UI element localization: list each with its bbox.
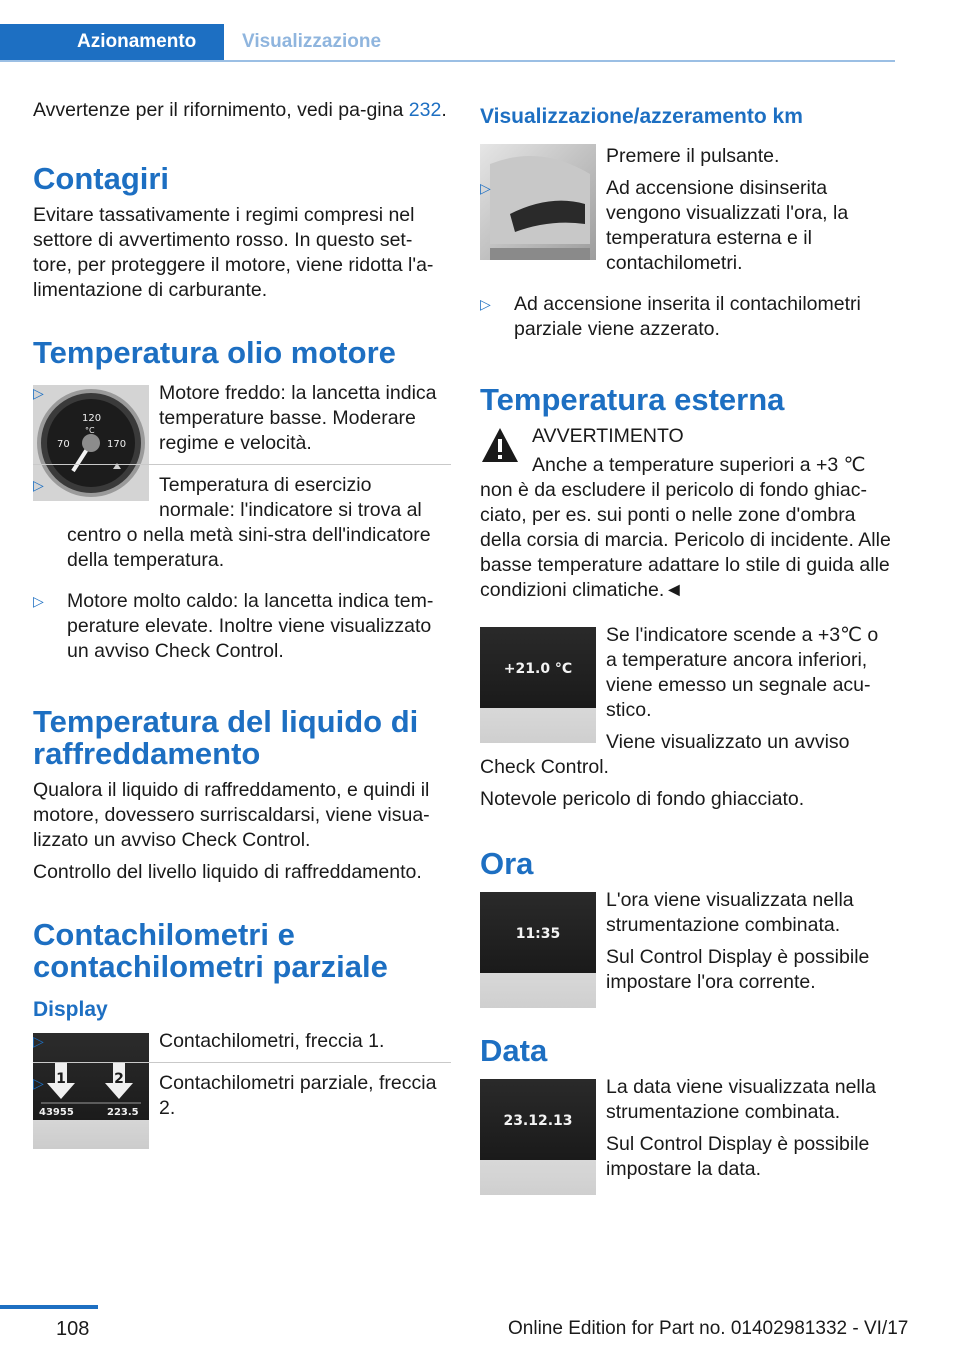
gauge-label-unit: °C xyxy=(85,426,95,435)
section-liquido xyxy=(33,706,451,885)
triangle-bullet-icon: ▷ xyxy=(480,296,491,312)
temperature-display-value: +21.0 °C xyxy=(503,661,573,677)
contagiri-text: Evitare tassativamente i regimi compresi nel settore di avvertimento rosso. In questo set-tore, per proteggere il motore, viene ridotta l'a-limentazione di carburante. xyxy=(33,204,434,301)
gauge-label-170: 170 xyxy=(107,439,127,450)
footer-accent-line xyxy=(0,1305,98,1309)
right-column xyxy=(480,104,892,1203)
data-text-2: Sul Control Display è possibile impostare la data. xyxy=(606,1133,870,1180)
azzeramento-list-full xyxy=(480,292,892,350)
contachilometri-list xyxy=(33,1029,451,1129)
olio-list xyxy=(33,381,451,581)
section-olio xyxy=(33,337,451,672)
warning-label: AVVERTIMENTO xyxy=(532,425,684,447)
temperatura-title: Temperatura esterna xyxy=(480,382,785,417)
clock-display-image xyxy=(480,892,596,1008)
tab-visualizzazione[interactable]: Visualizzazione xyxy=(242,31,382,52)
azzeramento-list xyxy=(480,176,892,284)
display-subtitle: Display xyxy=(33,998,108,1021)
header-tabs xyxy=(0,24,895,62)
list-item: ▷ Temperatura di esercizio normale: l'indicatore si trova al centro o nella metà sini-stra dell'indicatore della temperatura. xyxy=(33,474,431,571)
data-title: Data xyxy=(480,1033,548,1068)
odometer-trip: 223.5 xyxy=(107,1107,139,1118)
temperatura-text-2: Viene visualizzato un avviso Check Control. xyxy=(480,731,850,778)
clock-display-value: 11:35 xyxy=(515,926,561,942)
edition-text: Online Edition for Part no. 01402981332 - VI/17 xyxy=(508,1318,909,1339)
intro-end: . xyxy=(441,99,447,121)
triangle-bullet-icon: ▷ xyxy=(480,180,491,196)
date-display-image xyxy=(480,1079,596,1195)
azzeramento-text: Premere il pulsante. xyxy=(606,145,780,167)
list-item: ▷ Contachilometri, freccia 1. xyxy=(33,1029,451,1063)
triangle-bullet-icon: ▷ xyxy=(33,1075,44,1091)
page-number: 108 xyxy=(56,1318,90,1340)
section-contachilometri xyxy=(33,919,451,1129)
ora-title: Ora xyxy=(480,846,534,881)
section-contagiri xyxy=(33,163,451,303)
warning-triangle-icon xyxy=(480,426,520,464)
gauge-label-120: 120 xyxy=(82,413,102,424)
header-divider xyxy=(0,60,895,62)
triangle-bullet-icon: ▷ xyxy=(33,593,44,609)
data-text-1: La data viene visualizzata nella strumentazione combinata. xyxy=(606,1076,876,1123)
temperatura-text-3: Notevole pericolo di fondo ghiacciato. xyxy=(480,788,805,810)
ora-text-1: L'ora viene visualizzata nella strumentazione combinata. xyxy=(606,889,854,936)
list-item: ▷ Contachilometri parziale, freccia 2. xyxy=(33,1072,437,1119)
temperature-display-image xyxy=(480,627,596,743)
arrow-label-2: 2 xyxy=(114,1071,124,1087)
section-temperatura xyxy=(480,384,892,812)
olio-list-full xyxy=(33,589,451,672)
list-item: ▷ Motore molto caldo: la lancetta indica tem-perature elevate. Inoltre viene visualizzato un avviso Check Control. xyxy=(33,590,434,662)
contagiri-title: Contagiri xyxy=(33,161,170,196)
left-column xyxy=(33,98,451,1157)
list-item: ▷ Ad accensione inserita il contachilometri parziale viene azzerato. xyxy=(480,293,861,340)
triangle-bullet-icon: ▷ xyxy=(33,477,44,493)
page-link[interactable]: 232 xyxy=(408,99,442,121)
contachilometri-title: Contachilometri e contachilometri parziale xyxy=(33,917,388,984)
temperatura-text-1: Se l'indicatore scende a +3℃ o a temperature ancora inferiori, viene emesso un segnale acu-stico. xyxy=(606,624,879,721)
odometer-km: 43955 xyxy=(39,1107,74,1118)
section-ora xyxy=(480,848,892,995)
tab-azionamento[interactable]: Azionamento xyxy=(0,24,224,60)
intro-paragraph xyxy=(33,98,451,123)
liquido-title: Temperatura del liquido di raffreddamento xyxy=(33,704,419,771)
triangle-bullet-icon: ▷ xyxy=(33,385,44,401)
date-display-value: 23.12.13 xyxy=(503,1113,573,1129)
gauge-label-70: 70 xyxy=(57,439,70,450)
list-item: ▷ Ad accensione disinserita vengono visualizzati l'ora, la temperatura esterna e il contachilometri. xyxy=(480,177,849,274)
warning-block xyxy=(480,424,892,623)
intro-text: Avvertenze per il rifornimento, vedi pa-gina xyxy=(33,99,404,121)
list-item: ▷ Motore freddo: la lancetta indica temperature basse. Moderare regime e velocità. xyxy=(33,381,451,465)
azzeramento-title: Visualizzazione/azzeramento km xyxy=(480,105,803,128)
triangle-bullet-icon: ▷ xyxy=(33,1033,44,1049)
olio-title: Temperatura olio motore xyxy=(33,335,396,370)
liquido-text-1: Qualora il liquido di raffreddamento, e quindi il motore, dovessero surriscaldarsi, viene visua-lizzato un avviso Check Control. xyxy=(33,779,430,851)
ora-text-2: Sul Control Display è possibile impostare l'ora corrente. xyxy=(606,946,870,993)
section-data xyxy=(480,1035,892,1182)
section-azzeramento xyxy=(480,104,892,350)
arrow-label-1: 1 xyxy=(56,1071,66,1087)
liquido-text-2: Controllo del livello liquido di raffreddamento. xyxy=(33,861,422,883)
warning-text: Anche a temperature superiori a +3 ℃ non è da escludere il pericolo di fondo ghiac-ciato, per es. sui ponti o nelle zone d'ombra della corsia di marcia. Pericolo di incidente. Alle basse temperature adattare lo stile di guida alle condizioni climatiche.◄ xyxy=(480,454,891,601)
